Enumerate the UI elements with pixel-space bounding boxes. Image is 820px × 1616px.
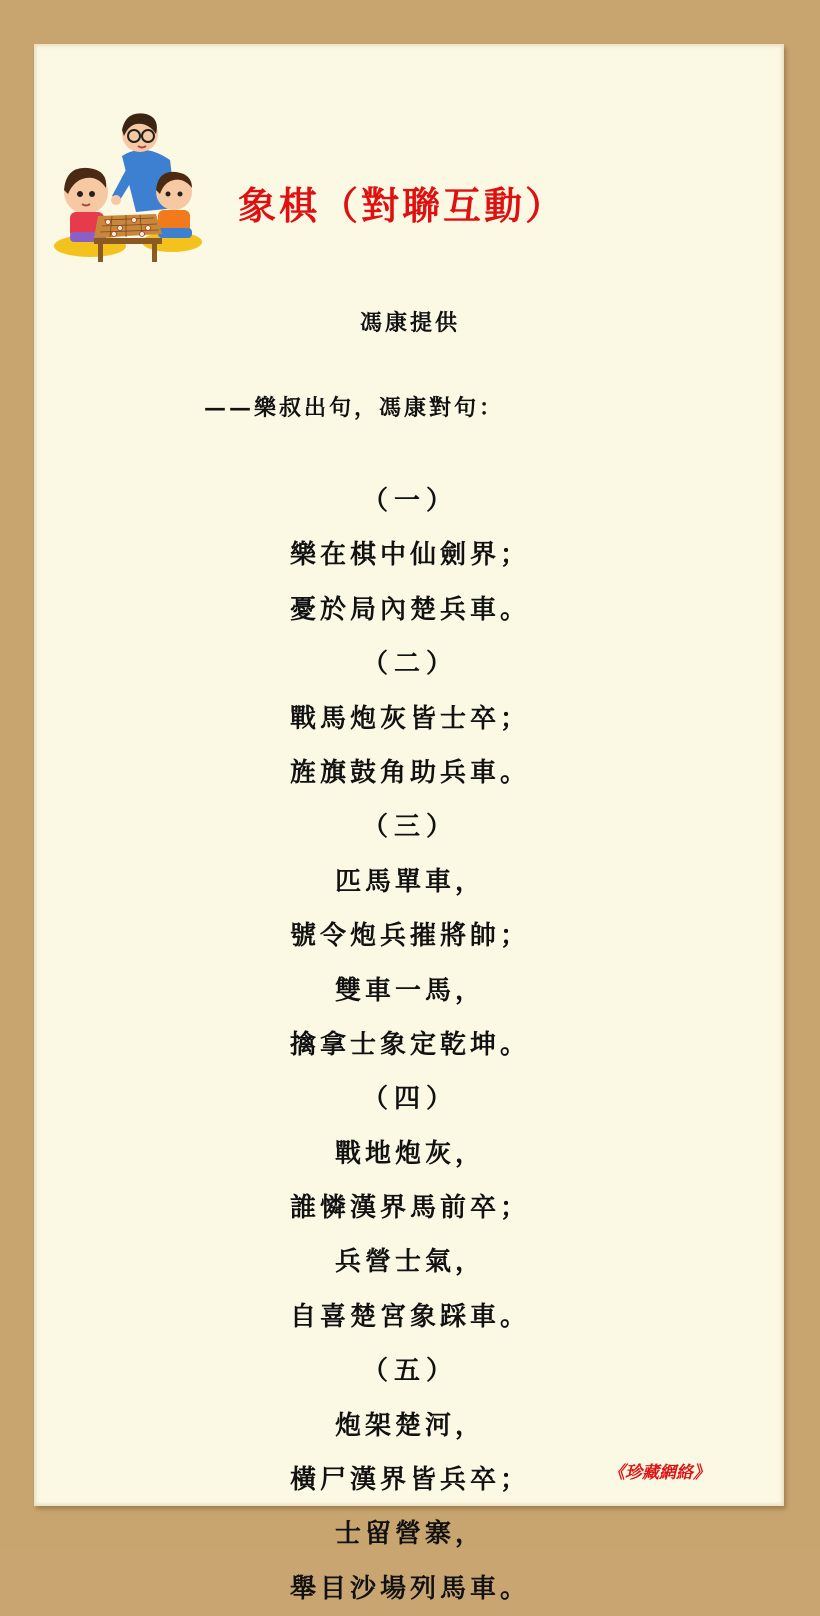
couplet-line: 號令炮兵摧將帥； bbox=[289, 921, 530, 952]
source-credit: 《珍藏網絡》 bbox=[608, 1463, 710, 1483]
couplet-line: 憂於局內楚兵車。 bbox=[289, 594, 530, 625]
couplet-list bbox=[0, 474, 820, 1616]
intro-line: ——樂叔出句，馮康對句： bbox=[204, 395, 505, 421]
couplet-line: 匹馬單車， bbox=[334, 866, 485, 897]
couplet-line: 橫尸漢界皆兵卒； bbox=[289, 1465, 530, 1496]
section-heading: （一） bbox=[361, 486, 458, 516]
section-heading: （三） bbox=[361, 812, 458, 843]
couplet-line: 戰地炮灰， bbox=[334, 1138, 485, 1169]
section-heading: （四） bbox=[361, 1084, 458, 1115]
couplet-line: 舉目沙場列馬車。 bbox=[289, 1573, 530, 1604]
section-heading: （五） bbox=[361, 1356, 458, 1387]
couplet-line: 樂在棋中仙劍界； bbox=[289, 540, 530, 571]
author-credit: 馮康提供 bbox=[359, 310, 460, 336]
couplet-line: 雙車一馬， bbox=[334, 975, 485, 1006]
couplet-line: 自喜楚宮象踩車。 bbox=[289, 1301, 530, 1332]
chess-players-illustration-icon bbox=[52, 108, 204, 268]
couplet-line: 擒拿士象定乾坤。 bbox=[289, 1029, 530, 1060]
couplet-line: 士留營寨， bbox=[334, 1519, 485, 1550]
couplet-line: 兵營士氣， bbox=[334, 1247, 485, 1278]
couplet-line: 旌旗鼓角助兵車。 bbox=[289, 757, 530, 788]
couplet-line: 戰馬炮灰皆士卒； bbox=[289, 703, 530, 734]
page-title: 象棋（對聯互動） bbox=[238, 183, 567, 228]
couplet-line: 炮架楚河， bbox=[334, 1410, 485, 1441]
couplet-line: 誰憐漢界馬前卒； bbox=[289, 1193, 530, 1224]
section-heading: （二） bbox=[361, 649, 458, 680]
